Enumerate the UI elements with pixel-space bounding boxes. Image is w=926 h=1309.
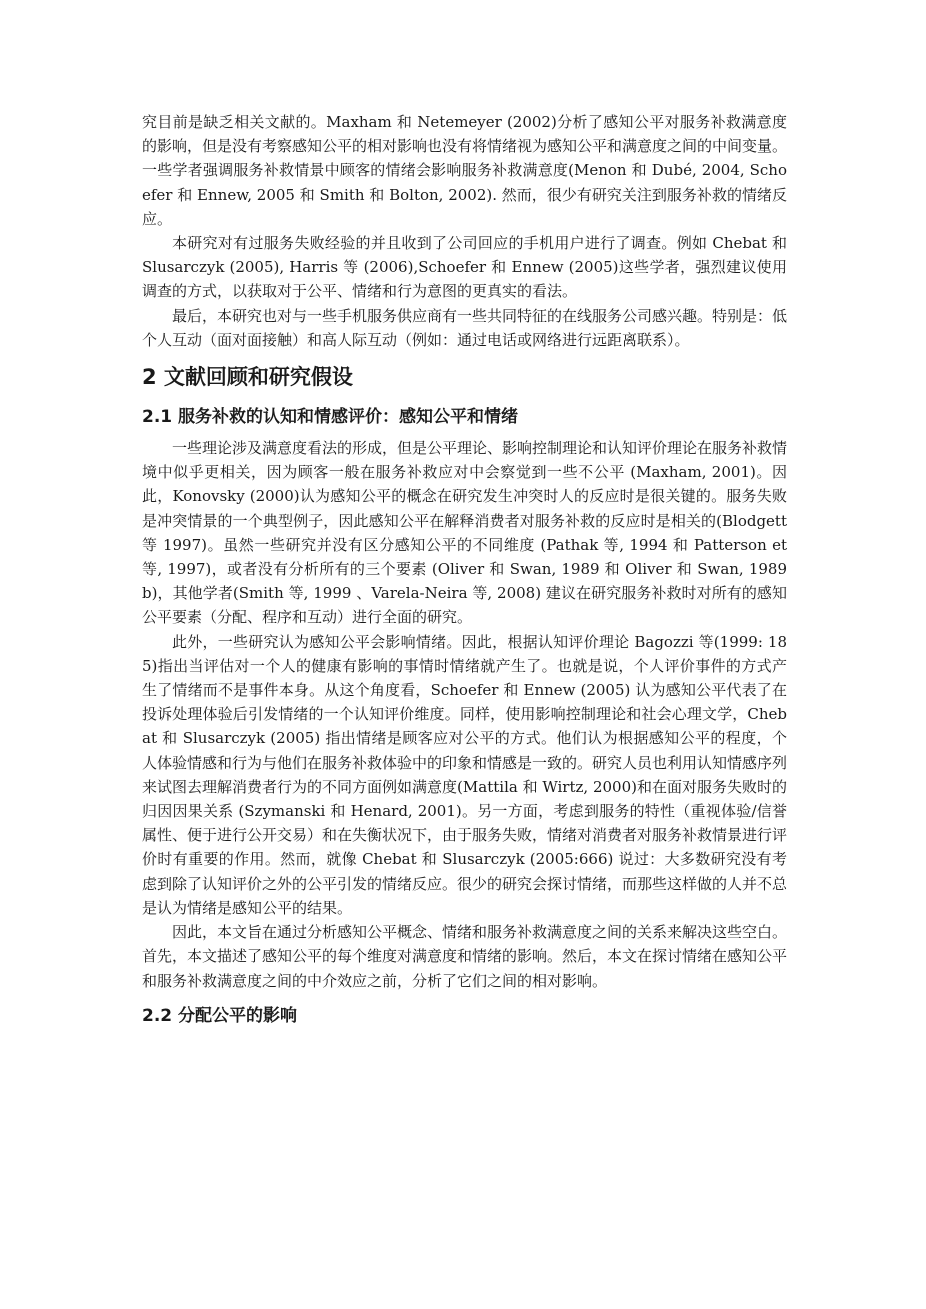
paragraph-2-1-c: 因此，本文旨在通过分析感知公平概念、情绪和服务补救满意度之间的关系来解决这些空白。首先，本文描述了感知公平的每个维度对满意度和情绪的影响。然后，本文在探讨情绪在感知公平和服务补救满意度之间的中介效应之前，分析了它们之间的相对影响。 xyxy=(142,923,788,990)
section-2-2-heading: 2.2 分配公平的影响 xyxy=(142,1005,298,1026)
section-2-1-heading: 2.1 服务补救的认知和情感评价：感知公平和情绪 xyxy=(142,407,519,428)
paragraph-intro-1: 究目前是缺乏相关文献的。Maxham 和 Netemeyer (2002)分析了感知公平对服务补救满意度的影响，但是没有考察感知公平的相对影响也没有将情绪视为感知公平和满意度之间的中间变量。一些学者强调服务补救情景中顾客的情绪会影响服务补救满意度(Menon 和 Dubé, 2004, Schoefer 和 Ennew, 2005 和 Smith 和 Bolton, 2002). 然而，很少有研究关注到服务补救的情绪反应。 xyxy=(142,113,788,228)
document-page xyxy=(142,110,787,1035)
section-2-heading: 2 文献回顾和研究假设 xyxy=(142,365,353,390)
paragraph-2-1-b: 此外，一些研究认为感知公平会影响情绪。因此，根据认知评价理论 Bagozzi 等(1999: 185)指出当评估对一个人的健康有影响的事情时情绪就产生了。也就是说，个人评价事件的方式产生了情绪而不是事件本身。从这个角度看，Schoefer 和 Ennew (2005) 认为感知公平代表了在投诉处理体验后引发情绪的一个认知评价维度。同样，使用影响控制理论和社会心理文学，Chebat 和 Slusarczyk (2005) 指出情绪是顾客应对公平的方式。他们认为根据感知公平的程度，个人体验情感和行为与他们在服务补救体验中的印象和情感是一致的。研究人员也利用认知情感序列来试图去理解消费者行为的不同方面例如满意度(Mattila 和 Wirtz, 2000)和在面对服务失败时的归因因果关系 (Szymanski 和 Henard, 2001)。另一方面，考虑到服务的特性（重视体验/信誉属性、便于进行公开交易）和在失衡状况下，由于服务失败，情绪对消费者对服务补救情景进行评价时有重要的作用。然而，就像 Chebat 和 Slusarczyk (2005:666) 说过：大多数研究没有考虑到除了认知评价之外的公平引发的情绪反应。很少的研究会探讨情绪，而那些这样做的人并不总是认为情绪是感知公平的结果。 xyxy=(142,632,788,917)
paragraph-2-1-a: 一些理论涉及满意度看法的形成，但是公平理论、影响控制理论和认知评价理论在服务补救情境中似乎更相关，因为顾客一般在服务补救应对中会察觉到一些不公平 (Maxham, 2001)。因此，Konovsky (2000)认为感知公平的概念在研究发生冲突时人的反应时是很关键的。服务失败是冲突情景的一个典型例子，因此感知公平在解释消费者对服务补救的反应时是相关的(Blodgett 等 1997)。虽然一些研究并没有区分感知公平的不同维度 (Pathak 等, 1994 和 Patterson et 等, 1997)，或者没有分析所有的三个要素 (Oliver 和 Swan, 1989 和 Oliver 和 Swan, 1989b)，其他学者(Smith 等, 1999 、Varela-Neira 等, 2008) 建议在研究服务补救时对所有的感知公平要素（分配、程序和互动）进行全面的研究。 xyxy=(142,439,788,627)
paragraph-intro-3: 最后，本研究也对与一些手机服务供应商有一些共同特征的在线服务公司感兴趣。特别是：低个人互动（面对面接触）和高人际互动（例如：通过电话或网络进行远距离联系）。 xyxy=(142,306,788,349)
paragraph-intro-2: 本研究对有过服务失败经验的并且收到了公司回应的手机用户进行了调查。例如 Chebat 和 Slusarczyk (2005), Harris 等 (2006),Schoefer 和 Ennew (2005)这些学者，强烈建议使用调查的方式，以获取对于公平、情绪和行为意图的更真实的看法。 xyxy=(142,234,787,301)
